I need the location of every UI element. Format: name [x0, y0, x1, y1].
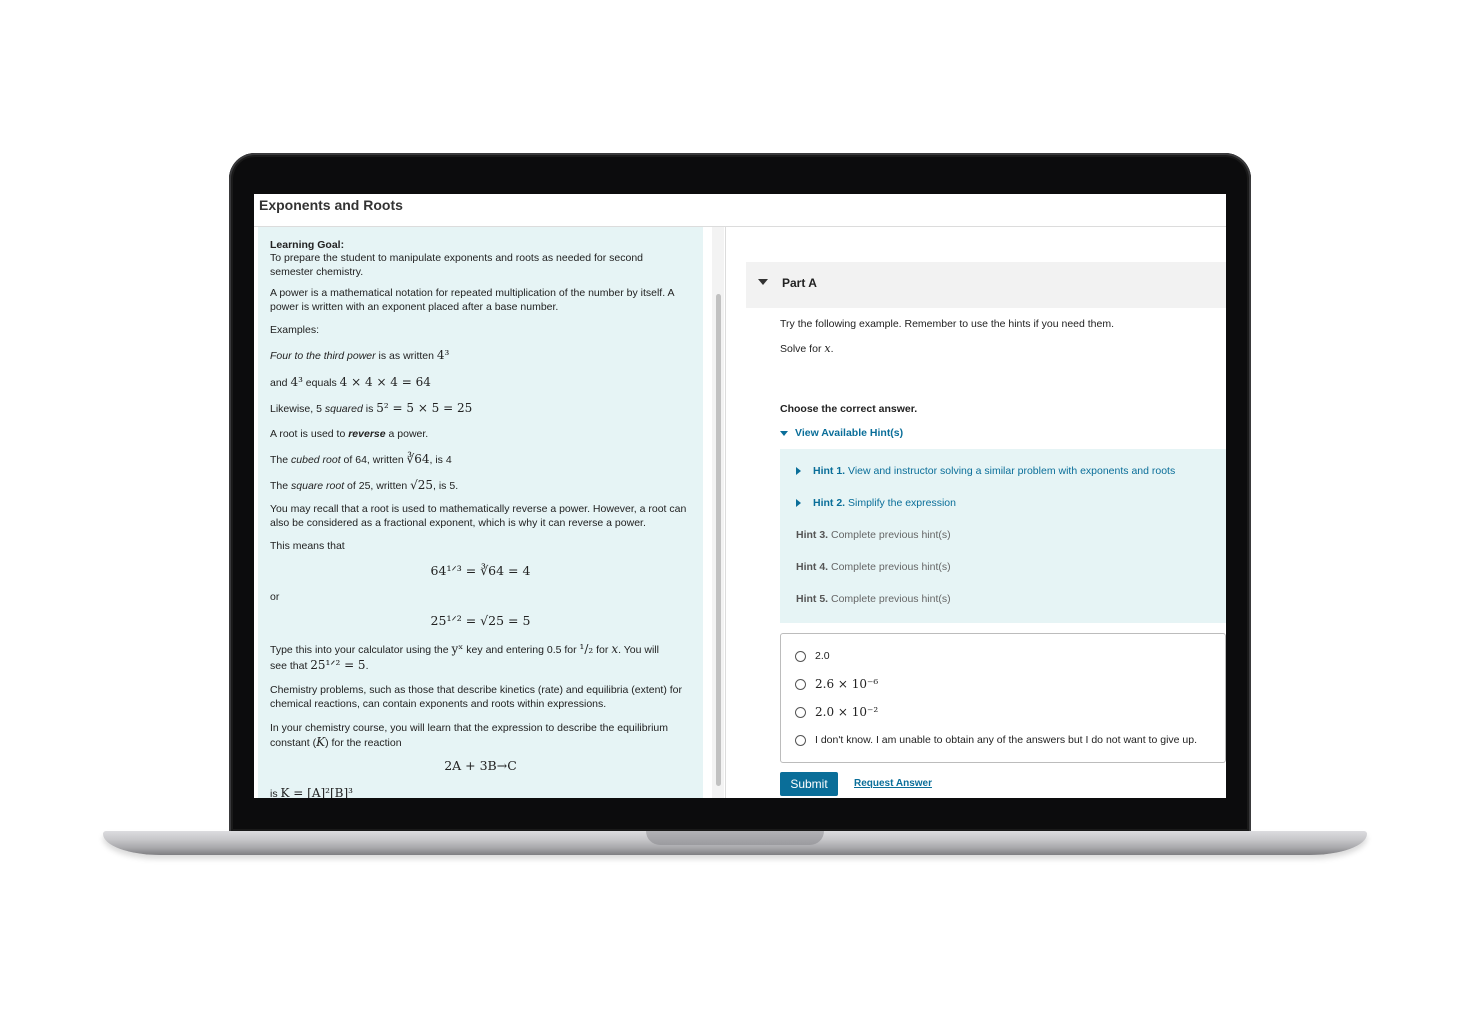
example-2: and 4³ equals 4 × 4 × 4 = 64 — [270, 375, 431, 389]
hint-5: Hint 5. Complete previous hint(s) — [796, 593, 951, 605]
view-hints-toggle[interactable]: View Available Hint(s) — [780, 427, 903, 439]
lesson-scrollbar-thumb[interactable] — [716, 294, 721, 786]
radio-button[interactable] — [795, 707, 806, 718]
example-3: Likewise, 5 squared is 5² = 5 × 5 = 25 — [270, 401, 473, 415]
hint-1[interactable]: Hint 1. View and instructor solving a similar problem with exponents and roots — [796, 465, 1175, 477]
chevron-right-icon — [796, 467, 801, 475]
choose-label: Choose the correct answer. — [780, 403, 918, 415]
recall-text: You may recall that a root is used to mathematically reverse a power. However, a root can also be considered as a fractional exponent, which is why it can reverse a power. — [270, 503, 687, 529]
collapse-caret-icon[interactable] — [758, 279, 768, 285]
equation-1: 64¹ᐟ³ = ∛64 = 4 — [430, 563, 531, 578]
examples-label: Examples: — [270, 324, 320, 336]
radio-button[interactable] — [795, 679, 806, 690]
page-title: Exponents and Roots — [259, 197, 403, 213]
square-root-example: The square root of 25, written √25, is 5. — [270, 478, 459, 492]
radio-button[interactable] — [795, 651, 806, 662]
answer-option-2[interactable]: 2.6 × 10⁻⁶ — [795, 677, 878, 691]
goal-heading: Learning Goal: — [270, 239, 345, 251]
cube-root-example: The cubed root of 64, written ∛64, is 4 — [270, 452, 452, 466]
answer-choices — [780, 633, 1226, 763]
calculator-result: see that 25¹ᐟ² = 5. — [270, 658, 369, 672]
submit-button[interactable]: Submit — [780, 772, 838, 796]
hint-2[interactable]: Hint 2. Simplify the expression — [796, 497, 956, 509]
chevron-right-icon — [796, 499, 801, 507]
or-text: or — [270, 591, 280, 603]
laptop-notch — [646, 831, 824, 845]
lesson-pane[interactable] — [258, 227, 703, 798]
part-label: Part A — [782, 276, 817, 290]
app-header — [254, 194, 1226, 227]
means-text: This means that — [270, 540, 345, 552]
solve-prompt: Solve for x. — [780, 342, 834, 355]
power-definition: A power is a mathematical notation for repeated multiplication of the number by itself. A power is written with an exponent placed after a base number. — [270, 287, 674, 313]
chevron-down-icon — [780, 431, 788, 436]
hints-panel — [780, 449, 1226, 623]
example-1: Four to the third power is as written 4³ — [270, 348, 450, 362]
instruction-text: Try the following example. Remember to use the hints if you need them. — [780, 318, 1115, 330]
part-a-header[interactable] — [746, 262, 1226, 308]
answer-option-3[interactable]: 2.0 × 10⁻² — [795, 705, 878, 719]
hint-4: Hint 4. Complete previous hint(s) — [796, 561, 951, 573]
hint-3: Hint 3. Complete previous hint(s) — [796, 529, 951, 541]
question-pane — [726, 227, 1226, 798]
equilibrium-partial: is K = [A]²[B]³ — [270, 786, 353, 798]
chemistry-text: Chemistry problems, such as those that describe kinetics (rate) and equilibria (extent) for chemical reactions, can contain exponents and roots within expressions. — [270, 684, 683, 710]
screen — [254, 194, 1226, 798]
reaction-equation: 2A + 3B→C — [444, 758, 517, 773]
answer-option-1[interactable]: 2.0 — [795, 650, 830, 662]
root-reverse-note: A root is used to reverse a power. — [270, 428, 429, 440]
goal-text: To prepare the student to manipulate exponents and roots as needed for second semester chemistry. — [270, 252, 644, 278]
answer-option-4[interactable]: I don't know. I am unable to obtain any of the answers but I do not want to give up. — [795, 734, 1197, 746]
request-answer-link[interactable]: Request Answer — [854, 778, 932, 789]
equation-2: 25¹ᐟ² = √25 = 5 — [430, 613, 531, 628]
course-text: In your chemistry course, you will learn that the expression to describe the equilibrium constant (K) for the reaction — [270, 722, 669, 749]
radio-button[interactable] — [795, 735, 806, 746]
calculator-text: Type this into your calculator using the yˣ key and entering 0.5 for ¹/₂ for x. You will — [270, 642, 659, 656]
